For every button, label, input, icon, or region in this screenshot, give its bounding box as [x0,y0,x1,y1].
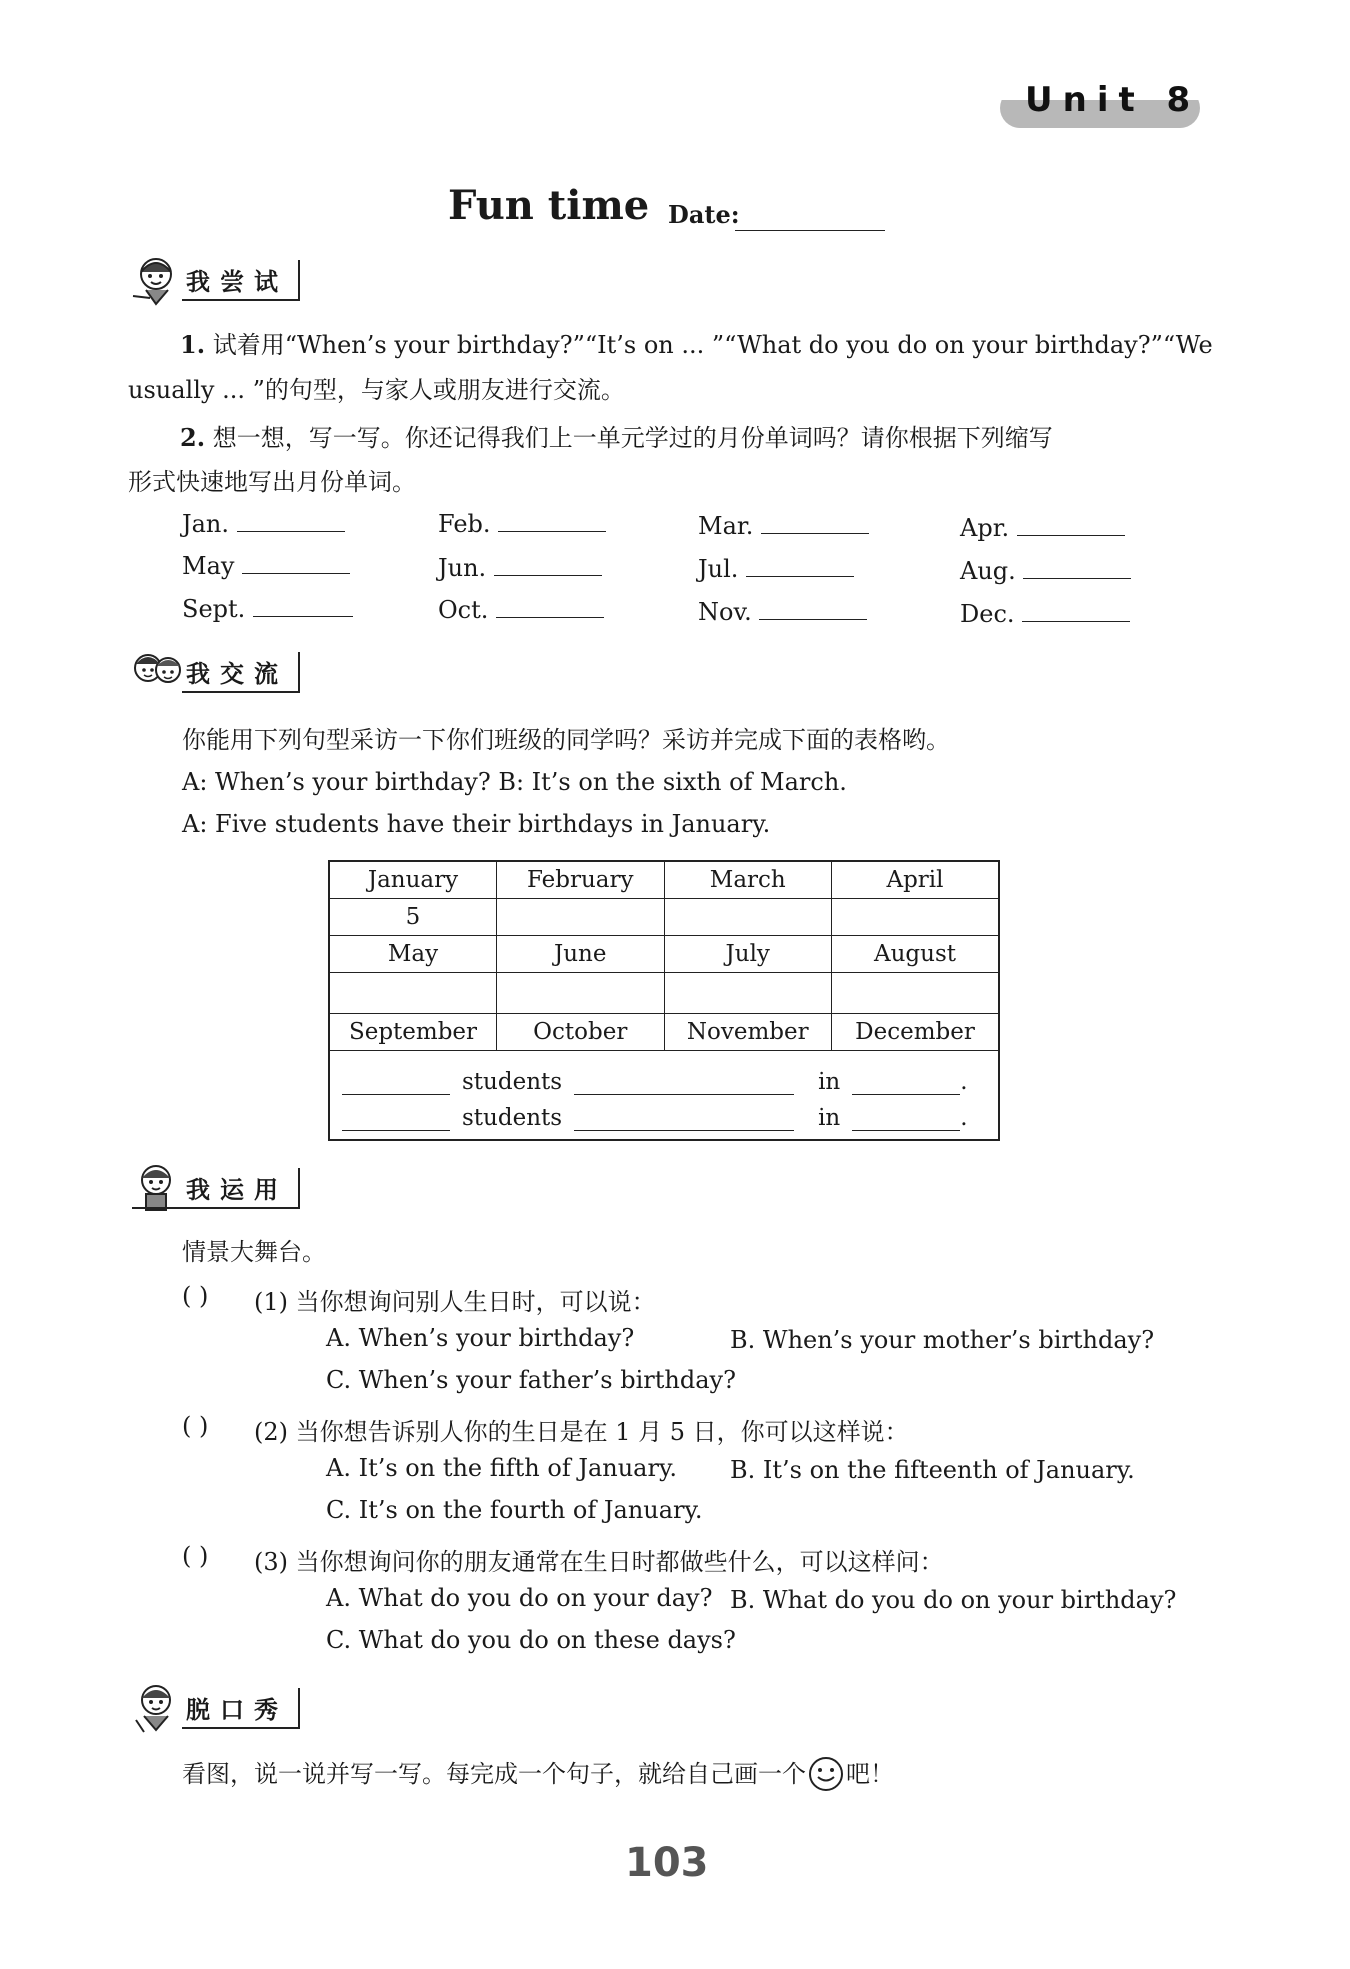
answer-paren[interactable]: ( ) [182,1282,209,1310]
instruction-text-end: 吧！ [846,1760,894,1788]
month-header: August [832,936,1000,973]
count-cell[interactable]: 5 [329,899,497,936]
option-a[interactable]: A. What do you do on your day? [326,1584,713,1612]
month-header: October [497,1014,665,1051]
table-row [329,1014,999,1051]
verb-blank[interactable] [574,1130,794,1131]
table-row [329,1051,999,1141]
option-a[interactable]: A. It’s on the fifth of January. [326,1454,677,1482]
answer-blank[interactable] [253,616,353,617]
month-header: September [329,1014,497,1051]
answer-blank[interactable] [494,575,602,576]
answer-paren[interactable]: ( ) [182,1412,209,1440]
month-header: July [664,936,832,973]
answer-blank[interactable] [237,531,345,532]
verb-blank[interactable] [574,1094,794,1095]
month-abbr-jan: Jan. [182,510,345,538]
date-label: Date: [668,200,740,229]
table-row [329,861,999,899]
girl-mascot-icon [128,1160,188,1216]
summary-word-in: in [818,1069,841,1095]
summary-period: . [960,1105,968,1131]
month-header: March [664,861,832,899]
birthday-survey-table [328,860,1000,1141]
number-blank[interactable] [342,1130,450,1131]
question-stem: (2) 当你想告诉别人你的生日是在 1 月 5 日，你可以这样说： [254,1418,909,1446]
option-c[interactable]: C. It’s on the fourth of January. [326,1496,703,1524]
section-head-talk-show [128,1680,300,1736]
answer-blank[interactable] [761,533,869,534]
month-header: June [497,936,665,973]
dialog-line-2: A: Five students have their birthdays in January. [182,810,771,838]
answer-blank[interactable] [1022,621,1130,622]
count-cell[interactable] [832,899,1000,936]
item2-text: 想一想，写一写。你还记得我们上一单元学过的月份单词吗？请你根据下列缩写 [212,424,1053,452]
girl-mascot-icon [128,1680,188,1736]
month-header: April [832,861,1000,899]
option-a[interactable]: A. When’s your birthday? [326,1324,635,1352]
summary-word-students: students [462,1069,563,1095]
month-abbr-apr: Apr. [960,514,1125,542]
answer-blank[interactable] [1017,535,1125,536]
option-b[interactable]: B. When’s your mother’s birthday? [730,1326,1155,1354]
section-title: 我运用 [182,1168,300,1209]
section4-instruction [182,1754,894,1794]
month-abbr-aug: Aug. [960,557,1131,585]
option-b[interactable]: B. What do you do on your birthday? [730,1586,1177,1614]
date-blank[interactable] [735,230,885,231]
table-row [329,936,999,973]
month-abbr-dec: Dec. [960,600,1130,628]
item2-line2: 形式快速地写出月份单词。 [128,468,416,496]
month-abbr-nov: Nov. [698,598,867,626]
item1-line1 [180,325,1213,365]
count-cell[interactable] [832,973,1000,1014]
section-head-communicate [128,644,300,700]
kids-mascot-icon [128,644,188,700]
count-cell[interactable] [664,973,832,1014]
unit-label: Unit 8 [1025,80,1201,120]
month-abbr-mar: Mar. [698,512,869,540]
answer-blank[interactable] [759,619,867,620]
month-header: January [329,861,497,899]
instruction-text: 看图，说一说并写一写。每完成一个句子，就给自己画一个 [182,1760,806,1788]
section-title: 我尝试 [182,260,300,301]
question-stem: (3) 当你想询问你的朋友通常在生日时都做些什么，可以这样问： [254,1548,944,1576]
month-abbr-jun: Jun. [438,554,602,582]
answer-blank[interactable] [498,531,606,532]
answer-blank[interactable] [746,576,854,577]
summary-line [342,1095,986,1131]
section-title: 脱口秀 [182,1688,300,1729]
month-abbr-jul: Jul. [698,555,854,583]
month-abbr-feb: Feb. [438,510,606,538]
item-number: 1. [180,330,206,359]
section3-intro: 情景大舞台。 [182,1238,326,1266]
count-cell[interactable] [497,973,665,1014]
summary-word-students: students [462,1105,563,1131]
item-number: 2. [180,423,206,452]
count-cell[interactable] [664,899,832,936]
month-abbr-oct: Oct. [438,596,604,624]
month-abbr-may: May [182,552,350,580]
question-stem: (1) 当你想询问别人生日时，可以说： [254,1288,656,1316]
month-header: February [497,861,665,899]
section2-intro: 你能用下列句型采访一下你们班级的同学吗？采访并完成下面的表格哟。 [182,726,950,754]
table-row [329,899,999,936]
month-header: May [329,936,497,973]
answer-blank[interactable] [496,617,604,618]
month-abbr-sept: Sept. [182,595,353,623]
item2-line1 [180,418,1053,458]
number-blank[interactable] [342,1094,450,1095]
page-number: 103 [625,1840,709,1886]
month-header: December [832,1014,1000,1051]
option-c[interactable]: C. What do you do on these days? [326,1626,736,1654]
item1-text: 试着用“When’s your birthday?”“It’s on ... ”“What do you do on your birthday?”“We [212,331,1213,359]
section-head-apply [128,1160,300,1216]
month-blank[interactable] [852,1094,960,1095]
month-blank[interactable] [852,1130,960,1131]
section-title: 我交流 [182,652,300,693]
option-b[interactable]: B. It’s on the fifteenth of January. [730,1456,1135,1484]
option-c[interactable]: C. When’s your father’s birthday? [326,1366,736,1394]
summary-line [342,1059,986,1095]
summary-word-in: in [818,1105,841,1131]
summary-cell [329,1051,999,1141]
smiley-face-icon [808,1756,844,1792]
table-row [329,973,999,1014]
answer-paren[interactable]: ( ) [182,1542,209,1570]
summary-period: . [960,1069,968,1095]
month-header: November [664,1014,832,1051]
section-head-try [128,252,300,308]
item1-line2: usually ... ”的句型，与家人或朋友进行交流。 [128,376,625,404]
dialog-line-1: A: When’s your birthday? B: It’s on the sixth of March. [182,768,847,796]
count-cell[interactable] [497,899,665,936]
page-title: Fun time [448,182,650,229]
count-cell[interactable] [329,973,497,1014]
answer-blank[interactable] [242,573,350,574]
answer-blank[interactable] [1023,578,1131,579]
girl-mascot-icon [128,252,188,308]
